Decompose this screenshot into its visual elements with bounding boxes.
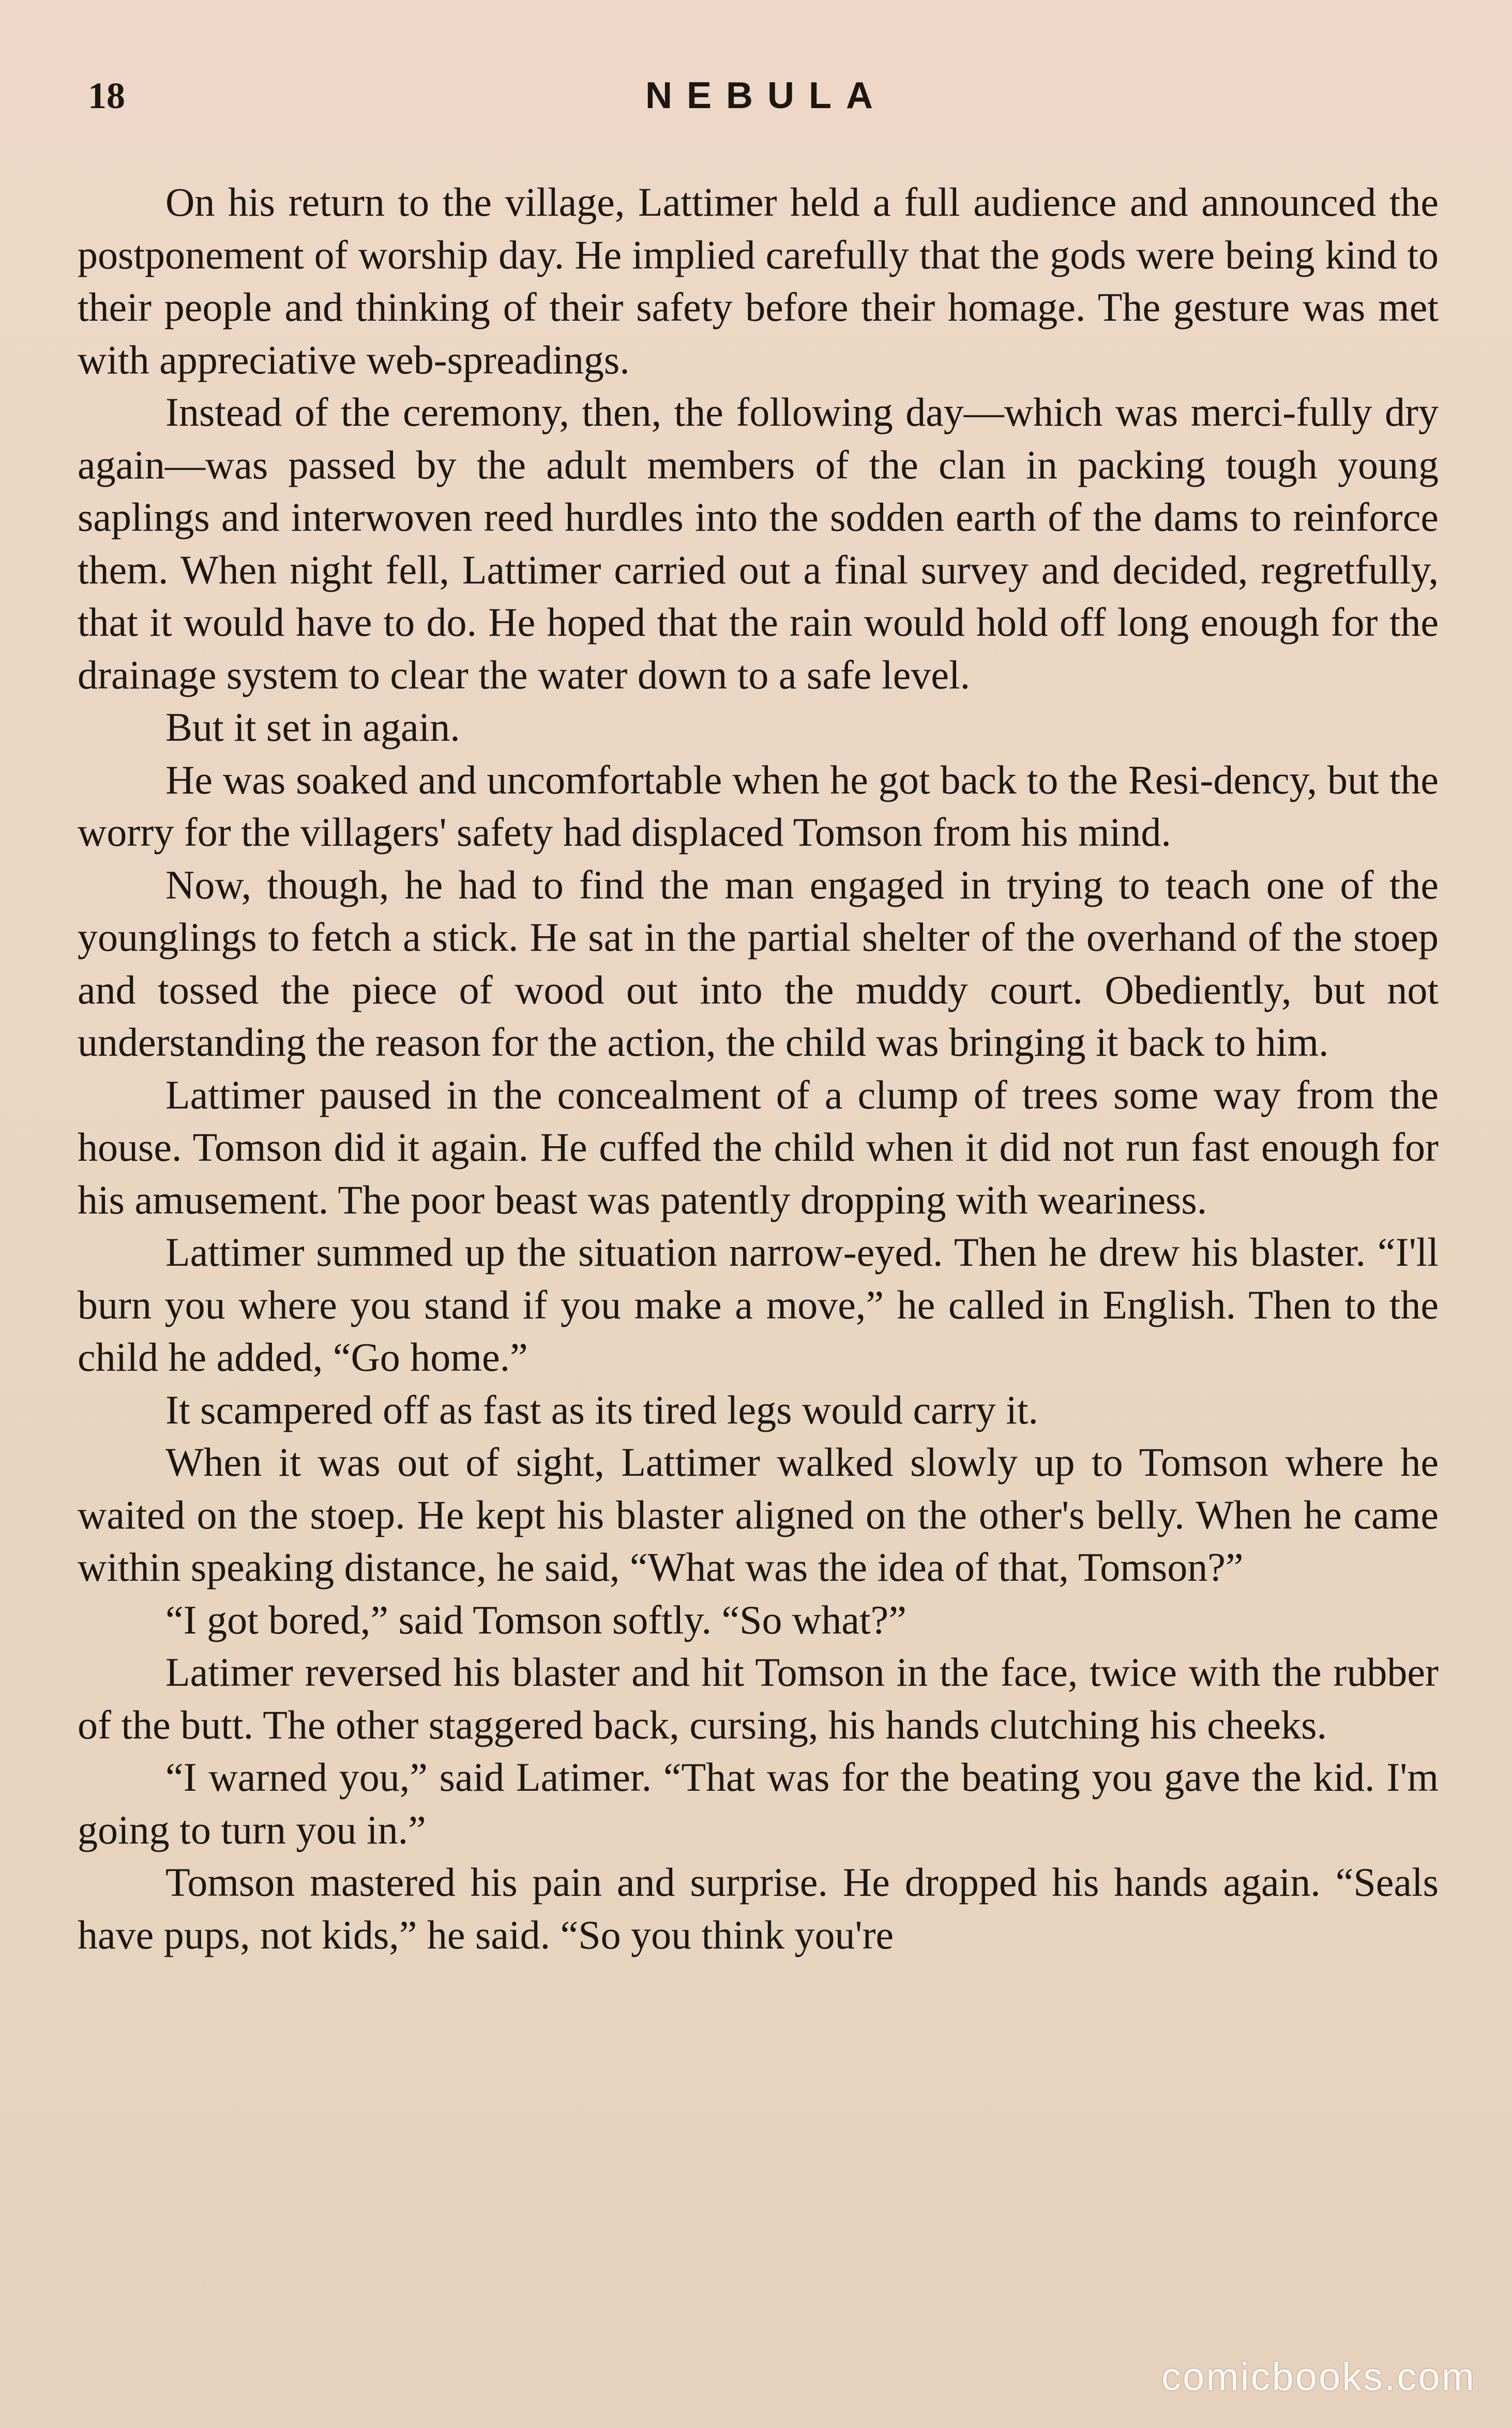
paragraph: When it was out of sight, Lattimer walked slowly up to Tomson where he waited on the stoep. He kept his blaster aligned on the other's belly. When he came within speaking distance, he said, “What was the idea of that, Tomson?” [78,1440,1439,1590]
page-number: 18 [88,75,125,116]
watermark: comicbooks.com [1161,2355,1476,2399]
paragraph: Lattimer summed up the situation narrow-eyed. Then he drew his blaster. “I'll burn you where you stand if you make a move,” he called in English. Then to the child he added, “Go home.” [78,1230,1439,1380]
paragraph: On his return to the village, Lattimer held a full audience and announced the postponement of worship day. He implied carefully that the gods were being kind to their people and thinking of their safety before their homage. The gesture was met with appreciative web-spreadings. [78,179,1439,382]
running-head-title: NEBULA [645,75,887,116]
paragraph: “I warned you,” said Latimer. “That was for the beating you gave the kid. I'm going to turn you in.” [78,1755,1439,1852]
paragraph: Lattimer paused in the concealment of a clump of trees some way from the house. Tomson did it again. He cuffed the child when it did not run fast enough for his amusement. The poor beast was patently dropping with weariness. [78,1072,1439,1222]
story-text [78,176,1439,1961]
paragraph: Now, though, he had to find the man engaged in trying to teach one of the younglings to fetch a stick. He sat in the partial shelter of the overhand of the stoep and tossed the piece of wood out into the muddy court. Obediently, but not understanding the reason for the action, the child was bringing it back to him. [78,862,1439,1065]
paragraph: But it set in again. [165,705,460,750]
paragraph: It scampered off as fast as its tired legs would carry it. [165,1387,1039,1432]
paragraph: “I got bored,” said Tomson softly. “So what?” [165,1597,906,1642]
paragraph: Instead of the ceremony, then, the following day—which was merci-fully dry again—was passed by the adult members of the clan in packing tough young saplings and interwoven reed hurdles into the sodden earth of the dams to reinforce them. When night fell, Lattimer carried out a final survey and decided, regretfully, that it would have to do. He hoped that the rain would hold off long enough for the drainage system to clear the water down to a safe level. [78,389,1439,697]
paragraph: Tomson mastered his pain and surprise. He dropped his hands again. “Seals have pups, not kids,” he said. “So you think you're [78,1860,1439,1957]
page-header [88,67,1429,124]
paragraph: Latimer reversed his blaster and hit Tomson in the face, twice with the rubber of the butt. The other staggered back, cursing, his hands clutching his cheeks. [78,1650,1439,1747]
paragraph: He was soaked and uncomfortable when he got back to the Resi-dency, but the worry for the villagers' safety had displaced Tomson from his mind. [78,757,1439,855]
